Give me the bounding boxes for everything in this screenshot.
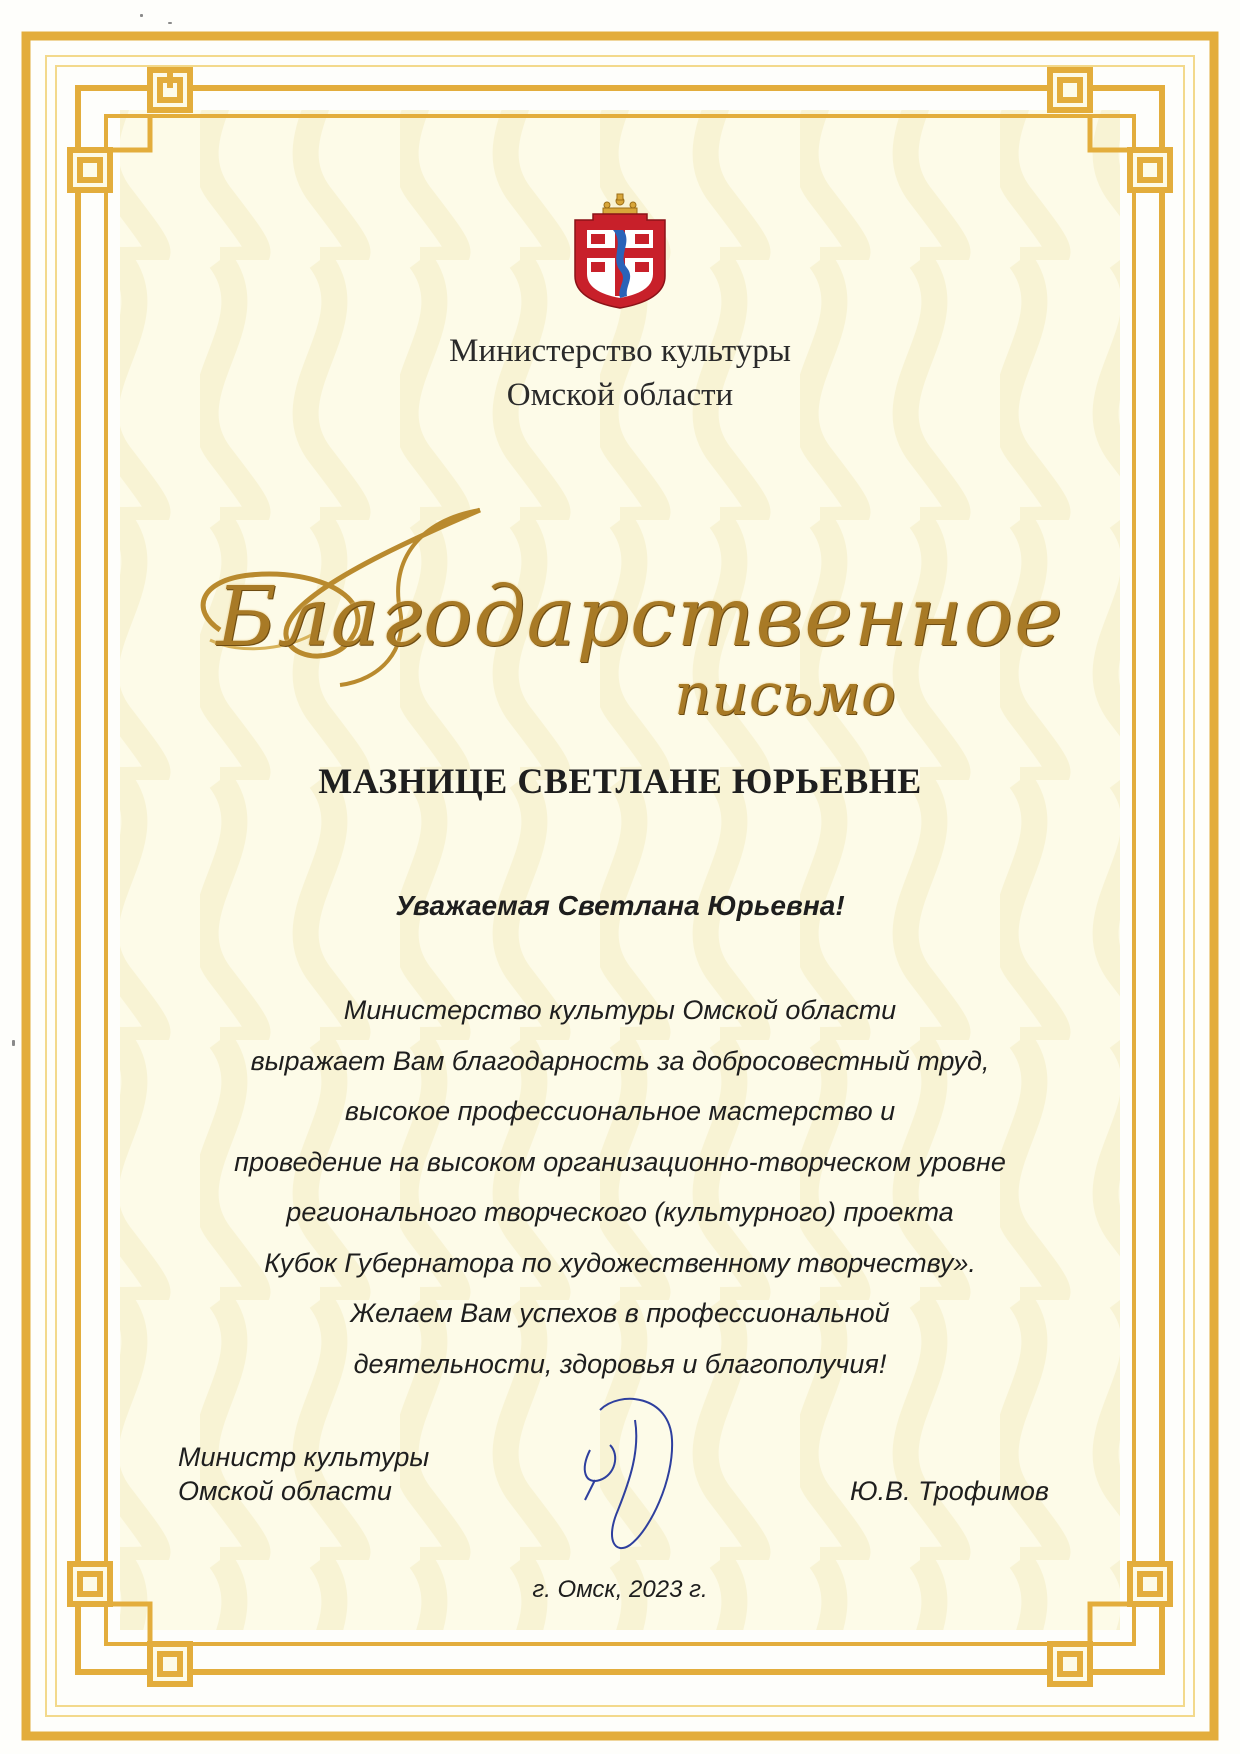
body-line: высокое профессиональное мастерство и (344, 1096, 896, 1126)
signatory-position-line1: Министр культуры (178, 1442, 430, 1472)
document-title-line1: Благодарственное (216, 570, 1064, 665)
body-line: деятельности, здоровья и благополучия! (353, 1348, 887, 1379)
scan-speck (12, 1040, 15, 1046)
document-title-line2: письмо (674, 660, 896, 728)
place-and-date: г. Омск, 2023 г. (532, 1576, 708, 1603)
body-line: Желаем Вам успехов в профессиональной (350, 1298, 890, 1328)
scan-speck (168, 22, 172, 24)
handwritten-signature (560, 1380, 700, 1560)
body-line: Кубок Губернатора по художественному творчеству». (264, 1247, 976, 1278)
ministry-name-line2: Омской области (506, 377, 734, 413)
signatory-position (178, 1440, 429, 1508)
recipient-name: МАЗНИЦЕ СВЕТЛАНЕ ЮРЬЕВНЕ (318, 761, 922, 801)
body-line: проведение на высоком организационно-творческом уровне (234, 1146, 1006, 1177)
ministry-name-line1: Министерство культуры (449, 333, 791, 369)
body-line: регионального творческого (культурного) проекта (286, 1197, 954, 1227)
body-line: выражает Вам благодарность за добросовестный труд, (250, 1045, 990, 1076)
coat-of-arms-icon (565, 192, 675, 310)
signatory-name: Ю.В. Трофимов (850, 1476, 1049, 1506)
letter-body (150, 985, 1090, 1389)
greeting: Уважаемая Светлана Юрьевна! (395, 890, 845, 921)
signatory-position-line2: Омской области (178, 1476, 392, 1506)
scan-speck (140, 14, 143, 17)
body-line: Министерство культуры Омской области (343, 995, 897, 1025)
